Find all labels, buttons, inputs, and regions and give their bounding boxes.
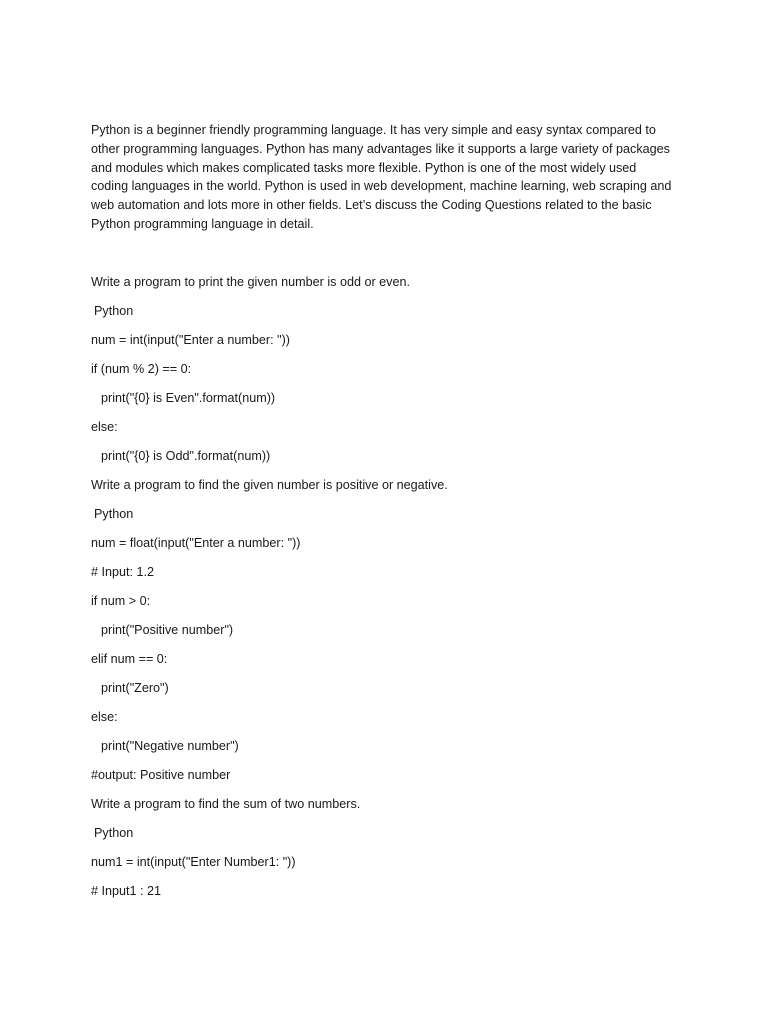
code-line: else:	[91, 420, 118, 434]
code-line: if (num % 2) == 0:	[91, 362, 192, 376]
question-heading: Write a program to print the given number is odd or even.	[91, 275, 410, 289]
code-line: elif num == 0:	[91, 652, 168, 666]
code-line: #output: Positive number	[91, 768, 231, 782]
content-lines	[91, 272, 711, 910]
code-language-label: Python	[94, 507, 134, 521]
code-line-indented: print("Positive number")	[101, 623, 234, 637]
code-line-indented: print("Zero")	[101, 681, 169, 695]
code-language-label: Python	[94, 826, 134, 840]
code-line: num = int(input("Enter a number: "))	[91, 333, 290, 347]
question-heading: Write a program to find the sum of two numbers.	[91, 797, 361, 811]
code-line: # Input1 : 21	[91, 884, 162, 898]
intro-paragraph: Python is a beginner friendly programming language. It has very simple and easy syntax compared to other programming languages. Python has many advantages like it supports a large variety of packages and modules which makes complicated tasks more flexible. Python is one of the most widely used coding languages in the world. Python is used in web development, machine learning, web scraping and web automation and lots more in other fields. Let’s discuss the Coding Questions related to the basic Python programming language in detail.	[91, 123, 672, 231]
code-line: if num > 0:	[91, 594, 151, 608]
code-line: num1 = int(input("Enter Number1: "))	[91, 855, 296, 869]
code-language-label: Python	[94, 304, 134, 318]
code-line-indented: print("{0} is Even".format(num))	[101, 391, 276, 405]
code-line: num = float(input("Enter a number: "))	[91, 536, 301, 550]
code-line: else:	[91, 710, 118, 724]
question-heading: Write a program to find the given number is positive or negative.	[91, 478, 448, 492]
code-line-indented: print("Negative number")	[101, 739, 239, 753]
code-line-indented: print("{0} is Odd".format(num))	[101, 449, 271, 463]
code-line: # Input: 1.2	[91, 565, 155, 579]
